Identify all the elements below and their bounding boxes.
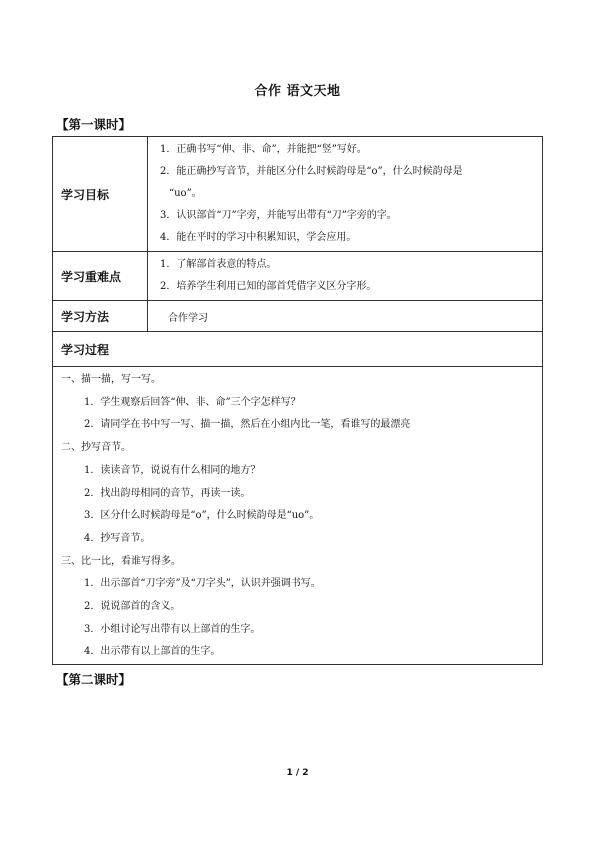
process-group-title: 三、比一比，看谁写得多。: [61, 555, 181, 567]
key-points-label: 学习重难点: [53, 252, 148, 301]
objective-item: 1．正确书写“伸、非、命”，并能把“竖”写好。: [160, 144, 367, 155]
process-group-title: 二、抄写音节。: [61, 442, 131, 454]
process-group-title: 一、描一描，写一写。: [61, 374, 161, 385]
lesson-plan-table: [52, 136, 543, 665]
objectives-content: [148, 137, 543, 252]
key-point-item: 1．了解部首表意的特点。: [160, 259, 277, 270]
process-step: 4．抄写音节。: [84, 532, 151, 544]
page-number: 1 / 2: [286, 768, 309, 778]
process-header-row: [53, 332, 543, 367]
objective-item: 3．认识部首“刀”字旁，并能写出带有“刀”字旁的字。: [160, 210, 397, 221]
objective-item: 2．能正确抄写音节，并能区分什么时候韵母是“o”，什么时候韵母是: [160, 166, 463, 177]
process-step: 2．找出韵母相同的音节，再读一读。: [84, 487, 251, 499]
process-step: 3．小组讨论写出带有以上部首的生字。: [84, 623, 261, 635]
process-step: 2．说说部首的含义。: [84, 601, 181, 613]
process-step: 2．请同学在书中写一写、描一描，然后在小组内比一笔，看谁写的最漂亮: [84, 419, 411, 431]
method-value: 合作学习: [148, 301, 543, 332]
process-step: 1．读读音节，说说有什么相同的地方？: [84, 464, 261, 476]
process-step: 4．出示带有以上部首的生字。: [84, 646, 221, 658]
process-content: [53, 367, 543, 665]
objective-item: 4．能在平时的学习中积累知识，学会应用。: [160, 232, 357, 243]
section-heading-lesson-2: 【第二课时】: [56, 672, 132, 687]
process-step: 1．出示部首“刀字旁”及“刀字头”，认识并强调书写。: [84, 578, 321, 590]
document-title: 合作 语文天地: [254, 84, 341, 99]
objectives-label: 学习目标: [53, 137, 148, 252]
process-step: 1．学生观察后回答“伸、非、命”三个字怎样写？: [84, 396, 301, 408]
key-points-row: [53, 252, 543, 301]
process-step: 3．区分什么时候韵母是“o”，什么时候韵母是“uo”。: [84, 510, 320, 522]
process-body-row: [53, 367, 543, 665]
method-label: 学习方法: [53, 301, 148, 332]
objectives-row: [53, 137, 543, 252]
objective-item-continued: “uo”。: [169, 188, 202, 199]
key-point-item: 2．培养学生利用已知的部首凭借字义区分字形。: [160, 281, 377, 292]
method-row: [53, 301, 543, 332]
section-heading-lesson-1: 【第一课时】: [56, 117, 132, 132]
process-label: 学习过程: [53, 332, 543, 367]
key-points-content: [148, 252, 543, 301]
